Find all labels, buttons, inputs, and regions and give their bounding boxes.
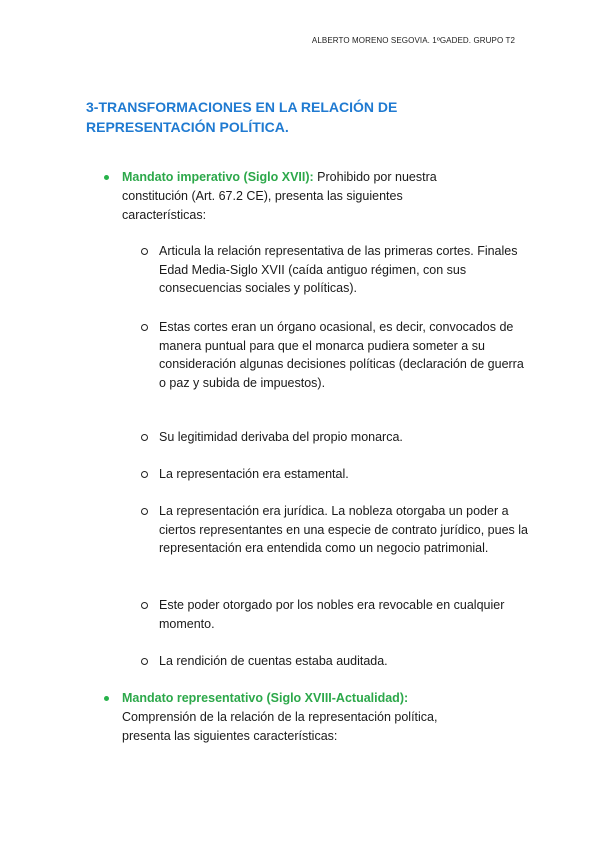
bullet-text: Comprensión de la relación de la representación política, presenta las siguientes características:	[122, 710, 438, 743]
circle-bullet-icon	[141, 508, 148, 515]
circle-bullet-icon	[141, 434, 148, 441]
list-item	[141, 596, 531, 633]
bullet-dot-icon	[104, 696, 109, 701]
list-item	[141, 428, 531, 447]
bullet-label: Mandato imperativo (Siglo XVII):	[122, 170, 314, 184]
bullet-text: Prohibido por nuestra constitución (Art. 67.2 CE), presenta las siguientes características:	[122, 170, 437, 222]
list-item-text: La rendición de cuentas estaba auditada.	[159, 654, 388, 668]
page-header: ALBERTO MORENO SEGOVIA. 1ºGADED. GRUPO T2	[311, 36, 515, 45]
list-item	[141, 318, 531, 392]
list-item-text: La representación era estamental.	[159, 467, 349, 481]
list-item-text: Este poder otorgado por los nobles era revocable en cualquier momento.	[159, 598, 505, 631]
circle-bullet-icon	[141, 248, 148, 255]
list-item	[141, 502, 531, 558]
bullet-item-mandato-imperativo	[104, 168, 524, 225]
section-title: 3-TRANSFORMACIONES EN LA RELACIÓN DE REPRESENTACIÓN POLÍTICA.	[86, 99, 398, 135]
bullet-dot-icon	[104, 175, 109, 180]
circle-bullet-icon	[141, 471, 148, 478]
bullet-label: Mandato representativo (Siglo XVIII-Actualidad):	[122, 691, 409, 705]
list-item	[141, 465, 531, 484]
bullet-item-mandato-representativo	[104, 689, 524, 746]
list-item-text: Estas cortes eran un órgano ocasional, es decir, convocados de manera puntual para que el monarca pudiera someter a su consideración algunas decisiones políticas (declaración de guerra o paz y subida de impuestos).	[159, 320, 524, 390]
circle-bullet-icon	[141, 324, 148, 331]
list-item	[141, 242, 531, 298]
circle-bullet-icon	[141, 602, 148, 609]
list-item-text: Su legitimidad derivaba del propio monarca.	[159, 430, 403, 444]
circle-bullet-icon	[141, 658, 148, 665]
list-item	[141, 652, 531, 671]
list-item-text: La representación era jurídica. La nobleza otorgaba un poder a ciertos representantes en una especie de contrato jurídico, pues la representación era entendida como un negocio patrimonial.	[159, 504, 528, 555]
list-item-text: Articula la relación representativa de las primeras cortes. Finales Edad Media-Siglo XVII (caída antiguo régimen, con sus consecuencias sociales y políticas).	[159, 244, 518, 295]
